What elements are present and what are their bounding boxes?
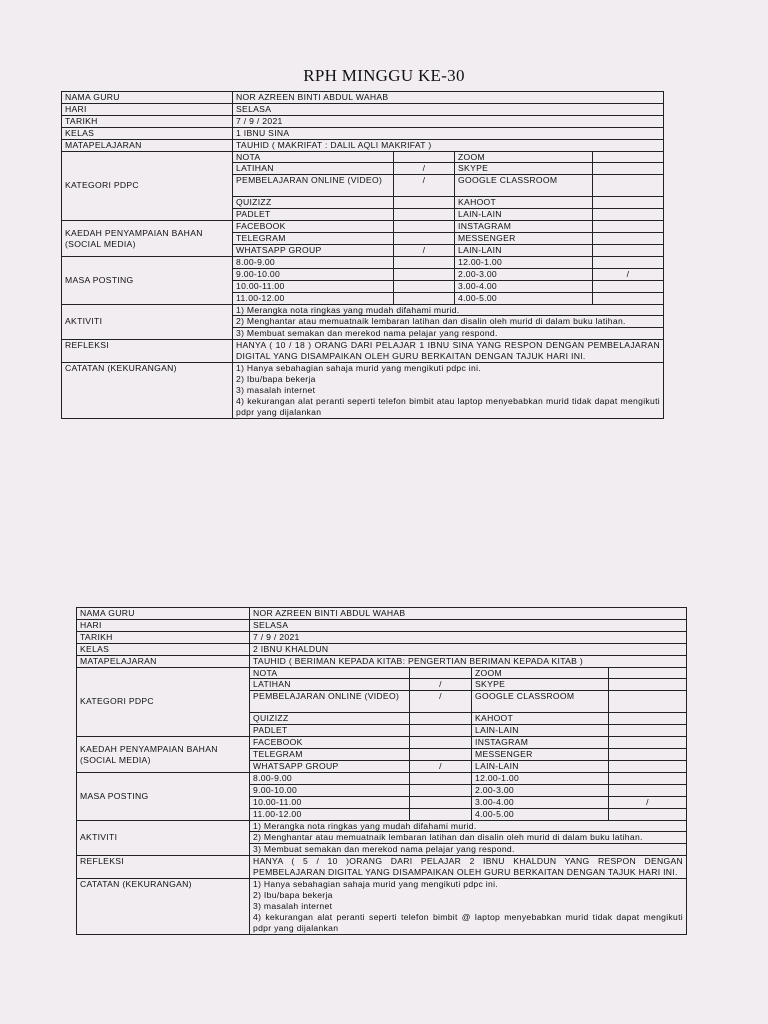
pdpc-category-option: SKYPE (455, 163, 593, 175)
notes-list (233, 363, 664, 419)
posting-time-option: 10.00-11.00 (233, 280, 394, 292)
pdpc-category-check (410, 725, 472, 737)
activity-item: 1) Merangka nota ringkas yang mudah difahami murid. (233, 304, 664, 316)
posting-time-option: 3.00-4.00 (472, 796, 609, 808)
pdpc-category-check: / (410, 679, 472, 691)
day-value: SELASA (233, 103, 664, 115)
notes-item: 3) masalah internet (253, 900, 333, 911)
posting-time-option: 9.00-10.00 (233, 268, 394, 280)
day-row (62, 103, 664, 115)
posting-time-check (593, 256, 664, 268)
posting-time-check: / (593, 268, 664, 280)
teacher-name-label: NAMA GURU (77, 608, 250, 620)
teacher-name-value: NOR AZREEN BINTI ABDUL WAHAB (250, 608, 687, 620)
subject-row (77, 655, 687, 667)
pdpc-category-check: / (394, 175, 455, 197)
class-value: 2 IBNU KHALDUN (250, 643, 687, 655)
posting-time-option: 2.00-3.00 (455, 268, 593, 280)
posting-time-check (394, 280, 455, 292)
posting-time-check (394, 268, 455, 280)
reflection-label: REFLEKSI (62, 340, 233, 363)
date-label: TARIKH (62, 115, 233, 127)
pdpc-category-check (394, 197, 455, 209)
pdpc-category-option: KAHOOT (455, 197, 593, 209)
pdpc-category-option: NOTA (233, 151, 394, 163)
day-label: HARI (62, 103, 233, 115)
rph-table-1 (61, 91, 664, 419)
delivery-method-row (62, 221, 664, 233)
notes-item: 2) Ibu/bapa bekerja (253, 889, 333, 900)
activity-item: 2) Menghantar atau memuatnaik lembaran latihan dan disalin oleh murid di dalam buku latihan. (250, 832, 687, 844)
delivery-method-check (394, 233, 455, 245)
pdpc-category-option: LATIHAN (250, 679, 410, 691)
posting-time-check (394, 256, 455, 268)
pdpc-category-check (593, 163, 664, 175)
pdpc-category-check (593, 175, 664, 197)
activity-label: AKTIVITI (77, 820, 250, 856)
page-title: RPH MINGGU KE-30 (303, 66, 465, 85)
delivery-method-option: MESSENGER (472, 749, 609, 761)
subject-label: MATAPELAJARAN (77, 655, 250, 667)
notes-row (62, 363, 664, 419)
activity-item: 1) Merangka nota ringkas yang mudah difahami murid. (250, 820, 687, 832)
class-label: KELAS (62, 127, 233, 139)
delivery-method-option: WHATSAPP GROUP (233, 244, 394, 256)
pdpc-category-option: QUIZIZZ (233, 197, 394, 209)
posting-time-option: 12.00-1.00 (455, 256, 593, 268)
posting-time-check (593, 280, 664, 292)
notes-label: CATATAN (KEKURANGAN) (62, 363, 233, 419)
delivery-method-option: WHATSAPP GROUP (250, 760, 410, 772)
delivery-method-option: FACEBOOK (233, 221, 394, 233)
posting-time-check (410, 772, 472, 784)
activity-row (77, 820, 687, 832)
rph-table-2 (76, 607, 687, 935)
date-value: 7 / 9 / 2021 (250, 631, 687, 643)
reflection-row (77, 856, 687, 879)
delivery-method-check: / (394, 244, 455, 256)
day-row (77, 619, 687, 631)
pdpc-category-option: PADLET (233, 209, 394, 221)
posting-time-option: 11.00-12.00 (250, 808, 410, 820)
pdpc-category-check (609, 713, 687, 725)
posting-time-row (77, 772, 687, 784)
pdpc-category-check (394, 209, 455, 221)
pdpc-category-row (77, 667, 687, 679)
posting-time-option: 9.00-10.00 (250, 784, 410, 796)
posting-time-check: / (609, 796, 687, 808)
posting-time-check (609, 784, 687, 796)
class-value: 1 IBNU SINA (233, 127, 664, 139)
delivery-method-label: KAEDAH PENYAMPAIAN BAHAN (SOCIAL MEDIA) (62, 221, 233, 257)
pdpc-category-check: / (394, 163, 455, 175)
activity-item: 3) Membuat semakan dan merekod nama pelajar yang respond. (233, 328, 664, 340)
class-row (77, 643, 687, 655)
notes-item: 1) Hanya sebahagian sahaja murid yang mengikuti pdpc ini. (236, 363, 481, 374)
teacher-name-row (62, 92, 664, 104)
posting-time-check (410, 784, 472, 796)
pdpc-category-check (609, 667, 687, 679)
pdpc-category-check (609, 679, 687, 691)
posting-time-option: 8.00-9.00 (233, 256, 394, 268)
pdpc-category-option: LAIN-LAIN (455, 209, 593, 221)
posting-time-row (62, 256, 664, 268)
posting-time-option: 3.00-4.00 (455, 280, 593, 292)
subject-value: TAUHID ( BERIMAN KEPADA KITAB: PENGERTIAN BERIMAN KEPADA KITAB ) (250, 655, 687, 667)
delivery-method-check (410, 737, 472, 749)
delivery-method-check (410, 749, 472, 761)
pdpc-category-option: GOOGLE CLASSROOM (472, 691, 609, 713)
delivery-method-option: TELEGRAM (233, 233, 394, 245)
day-label: HARI (77, 619, 250, 631)
pdpc-category-label: KATEGORI PDPC (62, 151, 233, 221)
notes-list (250, 879, 687, 935)
pdpc-category-label: KATEGORI PDPC (77, 667, 250, 737)
pdpc-category-check (609, 725, 687, 737)
class-row (62, 127, 664, 139)
delivery-method-label: KAEDAH PENYAMPAIAN BAHAN (SOCIAL MEDIA) (77, 737, 250, 773)
activity-row (62, 304, 664, 316)
posting-time-label: MASA POSTING (62, 256, 233, 304)
delivery-method-check (593, 233, 664, 245)
posting-time-option: 2.00-3.00 (472, 784, 609, 796)
reflection-text: HANYA ( 5 / 10 )ORANG DARI PELAJAR 2 IBNU KHALDUN YANG RESPON DENGAN PEMBELAJARAN DIGITAL YANG DISAMPAIKAN OLEH GURU BERKAITAN DENGAN TAJUK HARI INI. (250, 856, 687, 879)
delivery-method-option: INSTAGRAM (472, 737, 609, 749)
posting-time-check (609, 808, 687, 820)
reflection-row (62, 340, 664, 363)
subject-value: TAUHID ( MAKRIFAT : DALIL AQLI MAKRIFAT ) (233, 139, 664, 151)
reflection-text: HANYA ( 10 / 18 ) ORANG DARI PELAJAR 1 IBNU SINA YANG RESPON DENGAN PEMBELAJARAN DIGITAL YANG DISAMPAIKAN OLEH GURU BERKAITAN DENGAN TAJUK HARI INI. (233, 340, 664, 363)
notes-item: 2) Ibu/bapa bekerja (236, 373, 316, 384)
pdpc-category-option: ZOOM (472, 667, 609, 679)
activity-item: 3) Membuat semakan dan merekod nama pelajar yang respond. (250, 844, 687, 856)
date-value: 7 / 9 / 2021 (233, 115, 664, 127)
delivery-method-option: INSTAGRAM (455, 221, 593, 233)
posting-time-option: 12.00-1.00 (472, 772, 609, 784)
reflection-label: REFLEKSI (77, 856, 250, 879)
pdpc-category-check (609, 691, 687, 713)
pdpc-category-option: PEMBELAJARAN ONLINE (VIDEO) (250, 691, 410, 713)
pdpc-category-check (593, 151, 664, 163)
notes-item: 4) kekurangan alat peranti seperti telefon bimbit atau laptop menyebabkan murid tidak dapat mengikuti pdpr yang dijalankan (236, 395, 661, 417)
pdpc-category-option: ZOOM (455, 151, 593, 163)
posting-time-check (410, 808, 472, 820)
pdpc-category-option: KAHOOT (472, 713, 609, 725)
posting-time-check (394, 292, 455, 304)
delivery-method-row (77, 737, 687, 749)
posting-time-option: 8.00-9.00 (250, 772, 410, 784)
pdpc-category-option: GOOGLE CLASSROOM (455, 175, 593, 197)
day-value: SELASA (250, 619, 687, 631)
pdpc-category-row (62, 151, 664, 163)
pdpc-category-option: LAIN-LAIN (472, 725, 609, 737)
pdpc-category-option: PEMBELAJARAN ONLINE (VIDEO) (233, 175, 394, 197)
posting-time-label: MASA POSTING (77, 772, 250, 820)
posting-time-option: 11.00-12.00 (233, 292, 394, 304)
notes-item: 1) Hanya sebahagian sahaja murid yang mengikuti pdpc ini. (253, 879, 498, 890)
pdpc-category-option: LATIHAN (233, 163, 394, 175)
pdpc-category-check (410, 667, 472, 679)
date-label: TARIKH (77, 631, 250, 643)
date-row (77, 631, 687, 643)
posting-time-option: 4.00-5.00 (472, 808, 609, 820)
notes-label: CATATAN (KEKURANGAN) (77, 879, 250, 935)
pdpc-category-option: NOTA (250, 667, 410, 679)
posting-time-option: 4.00-5.00 (455, 292, 593, 304)
delivery-method-option: LAIN-LAIN (455, 244, 593, 256)
delivery-method-check (609, 737, 687, 749)
delivery-method-check (593, 221, 664, 233)
pdpc-category-check (593, 209, 664, 221)
pdpc-category-option: SKYPE (472, 679, 609, 691)
date-row (62, 115, 664, 127)
subject-label: MATAPELAJARAN (62, 139, 233, 151)
notes-item: 3) masalah internet (236, 384, 316, 395)
pdpc-category-check (410, 713, 472, 725)
teacher-name-value: NOR AZREEN BINTI ABDUL WAHAB (233, 92, 664, 104)
delivery-method-option: LAIN-LAIN (472, 760, 609, 772)
delivery-method-check (609, 749, 687, 761)
posting-time-option: 10.00-11.00 (250, 796, 410, 808)
posting-time-check (609, 772, 687, 784)
delivery-method-option: TELEGRAM (250, 749, 410, 761)
delivery-method-check (593, 244, 664, 256)
delivery-method-option: FACEBOOK (250, 737, 410, 749)
activity-item: 2) Menghantar atau memuatnaik lembaran latihan dan disalin oleh murid di dalam buku latihan. (233, 316, 664, 328)
teacher-name-label: NAMA GURU (62, 92, 233, 104)
delivery-method-option: MESSENGER (455, 233, 593, 245)
delivery-method-check: / (410, 760, 472, 772)
pdpc-category-option: PADLET (250, 725, 410, 737)
delivery-method-check (609, 760, 687, 772)
delivery-method-check (394, 221, 455, 233)
pdpc-category-check: / (410, 691, 472, 713)
pdpc-category-check (394, 151, 455, 163)
pdpc-category-option: QUIZIZZ (250, 713, 410, 725)
notes-row (77, 879, 687, 935)
class-label: KELAS (77, 643, 250, 655)
notes-item: 4) kekurangan alat peranti seperti telefon bimbit @ laptop menyebabkan murid tidak dapat mengikuti pdpr yang dijalankan (253, 911, 684, 933)
posting-time-check (593, 292, 664, 304)
teacher-name-row (77, 608, 687, 620)
posting-time-check (410, 796, 472, 808)
activity-label: AKTIVITI (62, 304, 233, 340)
pdpc-category-check (593, 197, 664, 209)
subject-row (62, 139, 664, 151)
